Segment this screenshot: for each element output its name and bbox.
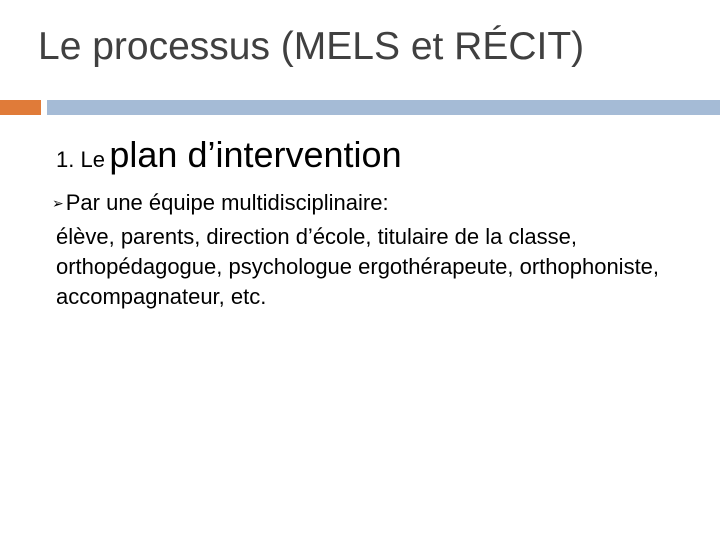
bullet-label: Par une équipe multidisciplinaire <box>65 190 383 215</box>
section-heading <box>56 132 706 186</box>
title-divider-bar <box>47 100 720 115</box>
heading-text: plan d’intervention <box>109 134 402 175</box>
slide-body <box>52 132 706 312</box>
participants-paragraph: élève, parents, direction d’école, titulaire de la classe, orthopédagogue, psychologue ergothérapeute, orthophoniste, accompagnateur, etc. <box>56 224 660 309</box>
bullet-colon: : <box>382 190 389 215</box>
arrow-bullet-icon: ➢ <box>52 195 64 211</box>
title-accent-bar <box>0 100 41 115</box>
bullet-item <box>52 186 706 220</box>
slide-title: Le processus (MELS et RÉCIT) <box>38 25 585 68</box>
heading-number: 1. Le <box>56 147 105 172</box>
